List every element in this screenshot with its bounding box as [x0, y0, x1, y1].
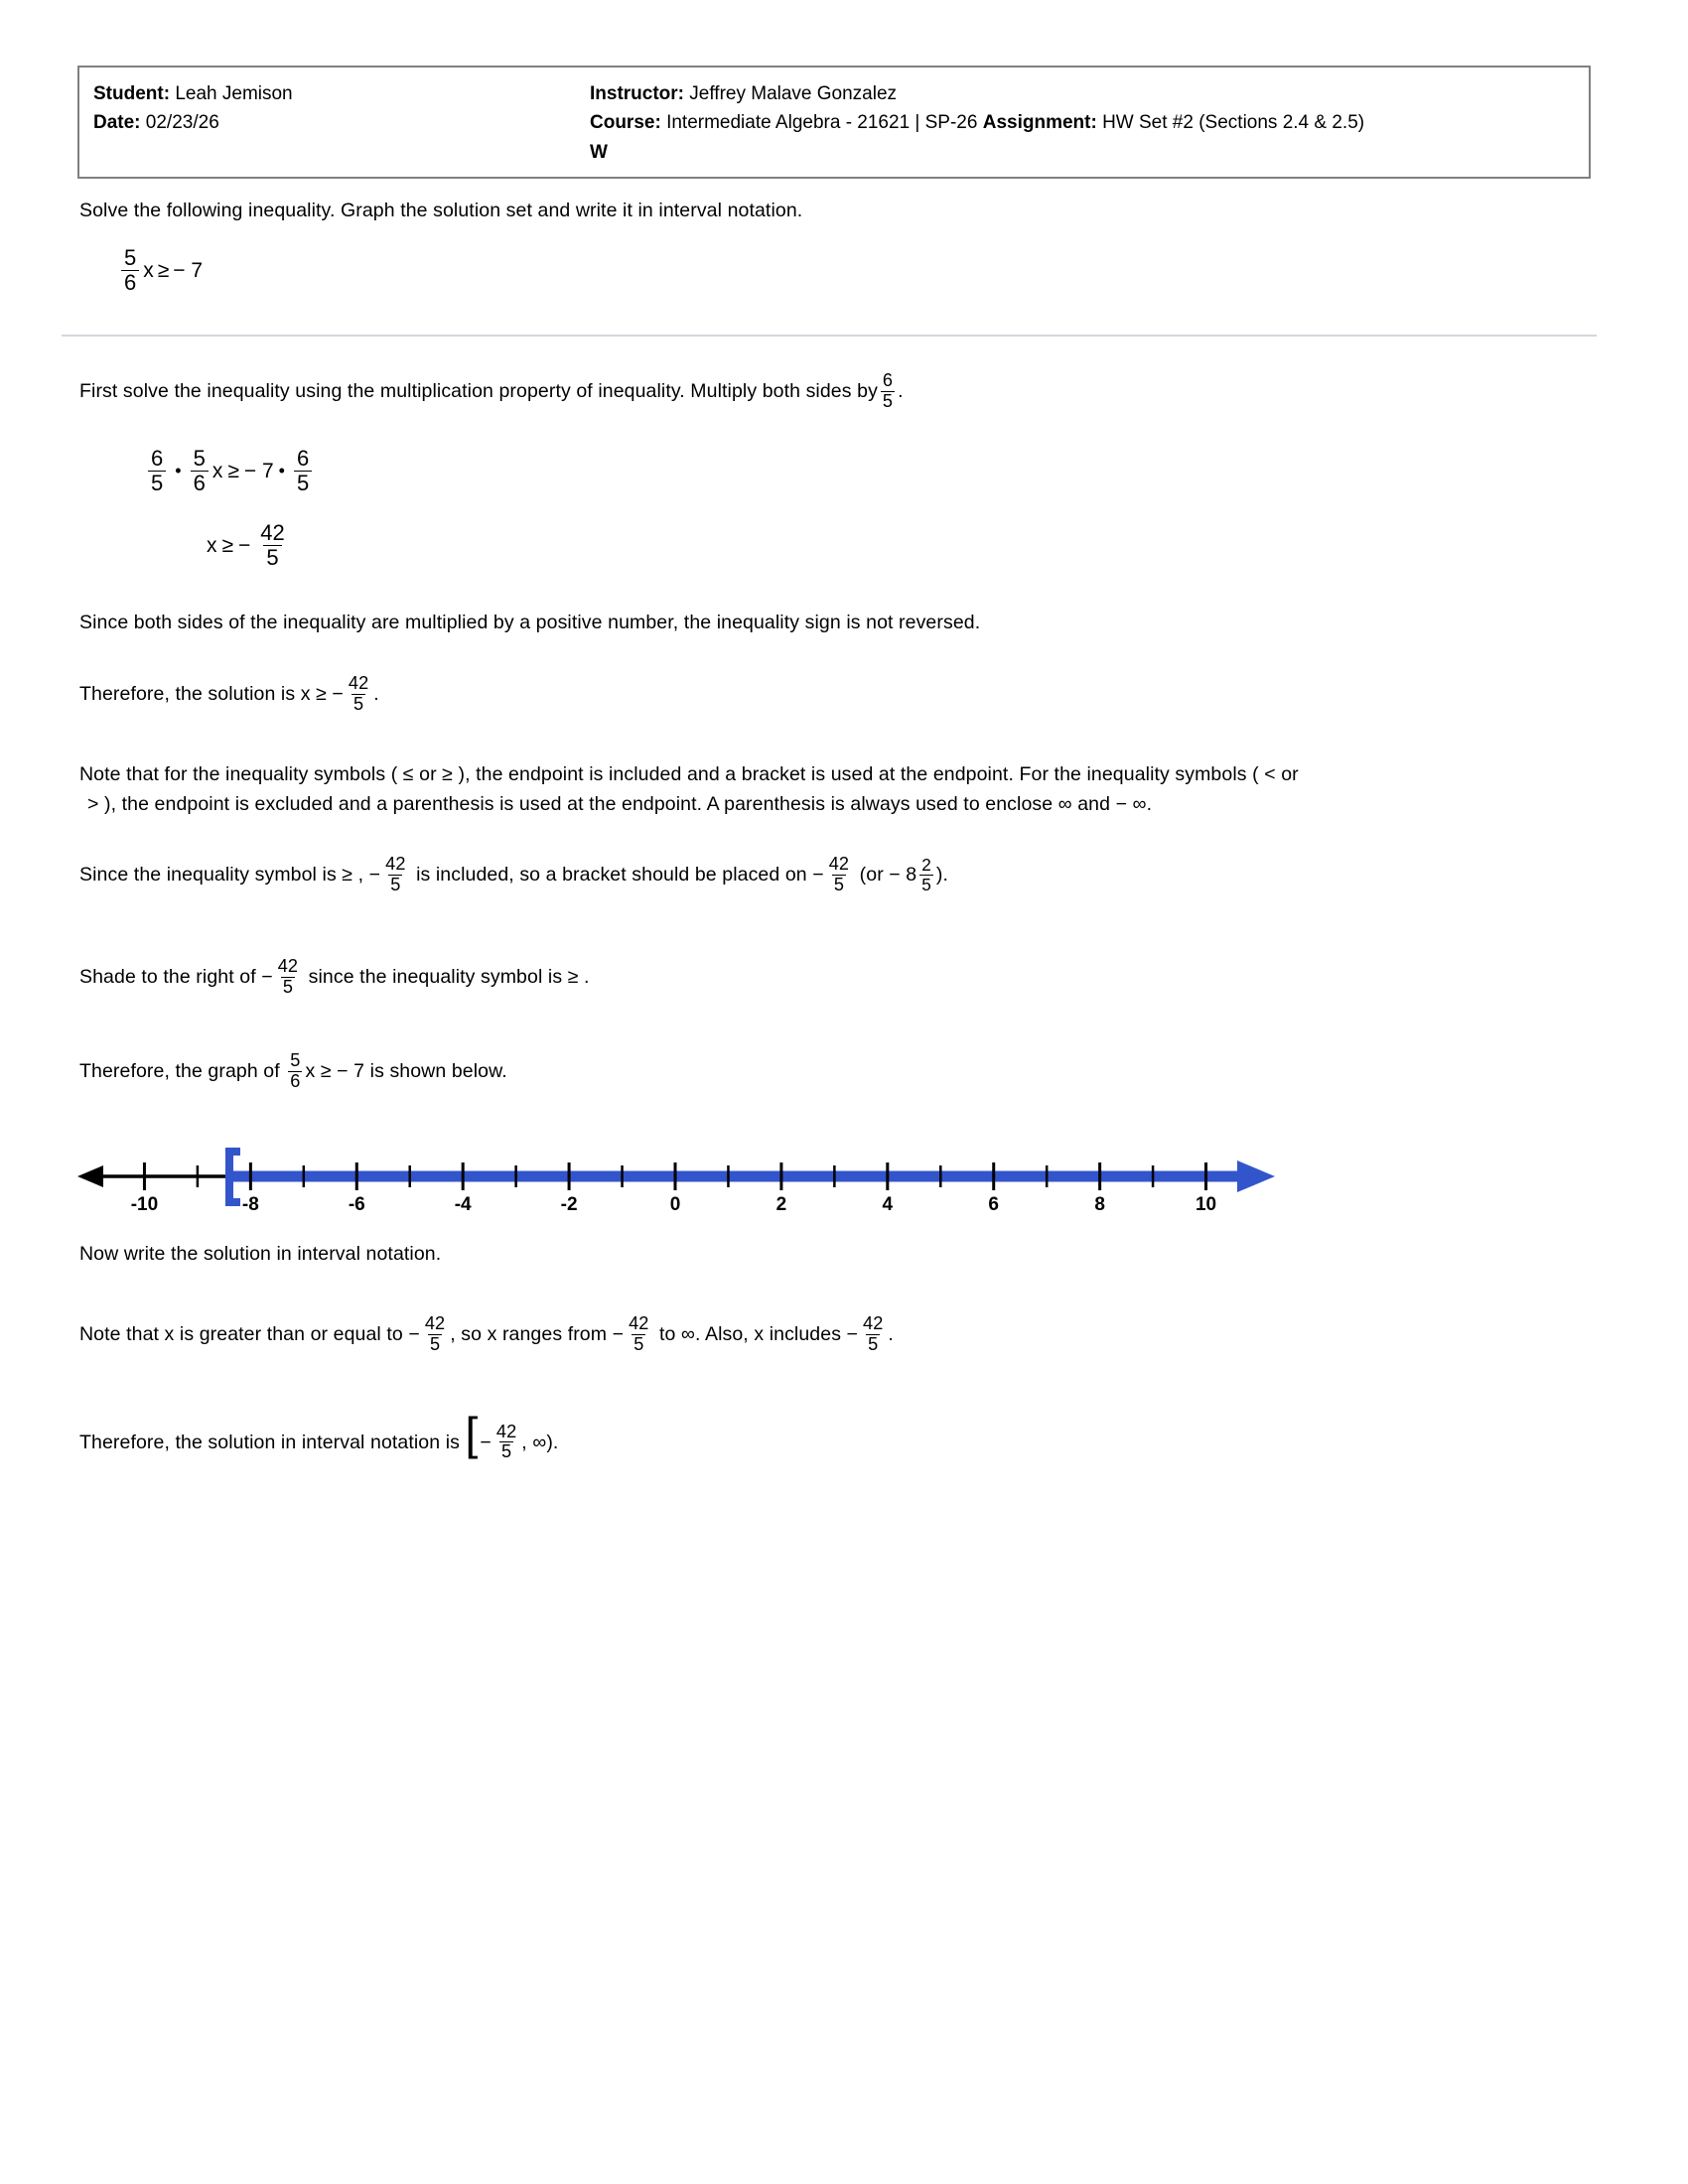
shade-den: 5 — [282, 976, 294, 997]
tick-label: -4 — [454, 1194, 472, 1215]
bracket-f3-num: 2 — [921, 855, 931, 876]
date-value: 02/23/26 — [145, 112, 219, 134]
interval-note-fraction-3 — [861, 1314, 885, 1354]
interval-note-c: to ∞. Also, x includes − — [659, 1323, 859, 1346]
shade-num: 42 — [277, 956, 299, 976]
graph-intro-line — [79, 1052, 1599, 1092]
bracket-line-c: (or − 8 — [859, 864, 917, 887]
work1-f1-den: 5 — [148, 471, 166, 495]
tick-label: 2 — [775, 1194, 787, 1215]
bracket-line-b: is included, so a bracket should be placed on − — [416, 864, 824, 887]
interval-f2-num: 42 — [629, 1313, 649, 1333]
graph-num: 5 — [290, 1050, 301, 1070]
bracket-line-d: ). — [935, 864, 949, 887]
final-answer-line — [79, 1408, 1599, 1463]
step3-lead: Therefore, the solution is x ≥ − — [79, 683, 344, 706]
shade-line-b: since the inequality symbol is ≥ . — [308, 966, 590, 989]
bracket-f3-den: 5 — [921, 874, 931, 894]
work1-frac-six-fifths-rhs — [294, 447, 312, 495]
problem-prompt: Solve the following inequality. Graph the solution set and write it in interval notation. — [79, 200, 803, 221]
course-label: Course: — [590, 112, 661, 134]
tick-label: -10 — [130, 1194, 159, 1215]
tick-label: -2 — [560, 1194, 578, 1215]
bracket-line-fraction-2 — [827, 855, 851, 894]
work2-num: 42 — [260, 520, 285, 545]
tick-label: 6 — [988, 1194, 1000, 1215]
work1-f2-den: 6 — [191, 471, 209, 495]
step3-tail: . — [373, 683, 379, 706]
bracket-f2-num: 42 — [828, 854, 850, 874]
bracket-f1-den: 5 — [390, 874, 401, 894]
problem-variable: x — [143, 258, 154, 282]
work1-relation: ≥ — [227, 459, 239, 482]
interval-note-d: . — [888, 1323, 894, 1346]
work2-sign: − — [238, 533, 251, 557]
interval-note-fraction-2 — [627, 1314, 650, 1354]
course-assignment-line — [590, 108, 1575, 137]
instructor-name: Jeffrey Malave Gonzalez — [689, 83, 898, 104]
work1-frac-five-sixths — [191, 447, 209, 495]
interval-f2-den: 5 — [633, 1333, 644, 1354]
final-tail: , ∞). — [521, 1432, 559, 1453]
work1-f1-num: 6 — [151, 446, 164, 471]
solution-number-line — [70, 1137, 1281, 1246]
header-left-column — [93, 79, 590, 167]
step1-fraction-denominator: 5 — [882, 390, 894, 411]
graph-line-b: x ≥ − 7 is shown below. — [305, 1060, 507, 1083]
tick-label: 10 — [1195, 1194, 1217, 1215]
interval-note-a: Note that x is greater than or equal to − — [79, 1323, 420, 1346]
tick-label: 0 — [669, 1194, 681, 1215]
work2-relation: ≥ — [221, 533, 234, 557]
left-arrowhead-icon — [77, 1165, 103, 1187]
step1-fraction-numerator: 6 — [882, 370, 894, 390]
endpoint-note-line-2: > ), the endpoint is excluded and a parenthesis is used at the endpoint. A parenthesis is always used to enclose ∞ and − ∞. — [87, 793, 1153, 815]
bracket-line-a: Since the inequality symbol is ≥ , − — [79, 864, 381, 887]
work1-variable: x — [211, 459, 223, 482]
interval-note-fraction-1 — [423, 1314, 447, 1354]
course-value: Intermediate Algebra - 21621 | SP-26 — [666, 112, 978, 134]
bracket-f2-den: 5 — [833, 874, 845, 894]
work1-dot-1: • — [175, 461, 182, 481]
problem-equation — [117, 246, 203, 295]
step2-text: Since both sides of the inequality are multiplied by a positive number, the inequality sign is not reversed. — [79, 612, 981, 633]
step3-den: 5 — [353, 693, 364, 714]
work1-f3-num: 6 — [296, 446, 310, 471]
work1-f2-num: 5 — [193, 446, 206, 471]
step1-text-a: First solve the inequality using the multiplication property of inequality. Multiply both sides by — [79, 380, 878, 403]
interval-f3-num: 42 — [863, 1313, 884, 1333]
tick-label: 4 — [882, 1194, 894, 1215]
shade-fraction — [276, 957, 300, 997]
problem-relation: ≥ — [157, 258, 170, 282]
interval-note-line — [79, 1315, 1599, 1355]
final-fraction — [494, 1423, 518, 1462]
work2-den: 5 — [263, 545, 281, 570]
assignment-value: HW Set #2 (Sections 2.4 & 2.5) — [1102, 112, 1365, 134]
work1-dot-2: • — [278, 461, 285, 481]
work2-fraction — [257, 521, 287, 570]
bracket-f1-num: 42 — [385, 854, 406, 874]
work-line-1 — [144, 447, 316, 495]
step3-solution — [79, 675, 1529, 715]
step3-fraction — [347, 674, 370, 714]
section-divider — [62, 335, 1597, 337]
student-name: Leah Jemison — [175, 83, 293, 104]
work1-frac-six-fifths — [148, 447, 166, 495]
step1-text-b: . — [898, 380, 904, 403]
problem-fraction — [121, 246, 139, 295]
right-arrowhead-icon — [1237, 1160, 1275, 1192]
student-course-header — [77, 66, 1591, 179]
work-line-2 — [207, 521, 292, 570]
graph-line-a: Therefore, the graph of — [79, 1060, 280, 1083]
work2-variable: x — [207, 533, 217, 557]
final-sign: − — [480, 1432, 492, 1453]
date-line — [93, 108, 590, 137]
instructor-label: Instructor: — [590, 83, 684, 104]
step3-num: 42 — [348, 673, 369, 693]
student-line — [93, 79, 590, 108]
bracket-placement-line — [79, 856, 1599, 895]
tick-group — [144, 1162, 1205, 1190]
final-lead: Therefore, the solution in interval notation is — [79, 1432, 460, 1453]
shade-direction-line — [79, 958, 1599, 998]
work1-rhs-lead: − 7 — [243, 459, 274, 482]
step1-fraction — [881, 371, 895, 411]
final-num: 42 — [495, 1421, 517, 1441]
work1-f3-den: 5 — [294, 471, 312, 495]
assignment-overflow: W — [590, 141, 608, 163]
date-label: Date: — [93, 112, 141, 134]
tick-label: -6 — [348, 1194, 365, 1215]
problem-fraction-denominator: 6 — [121, 270, 139, 295]
step1-text — [79, 372, 1529, 412]
instructor-line — [590, 79, 1575, 108]
interval-f3-den: 5 — [868, 1333, 879, 1354]
endpoint-note-line-1: Note that for the inequality symbols ( ≤ or ≥ ), the endpoint is included and a bracket is used at the endpoint. For the inequality symbols ( < or — [79, 763, 1299, 785]
tick-label: 8 — [1094, 1194, 1105, 1215]
student-label: Student: — [93, 83, 171, 104]
problem-rhs: − 7 — [173, 258, 204, 282]
interval-open-bracket: [ — [465, 1408, 479, 1459]
final-den: 5 — [501, 1441, 512, 1462]
tick-label: -8 — [241, 1194, 259, 1215]
bracket-line-fraction-3 — [919, 856, 933, 893]
bracket-line-fraction-1 — [383, 855, 407, 894]
graph-fraction — [288, 1051, 302, 1091]
header-right-column — [590, 79, 1575, 167]
problem-fraction-numerator: 5 — [124, 245, 137, 270]
interval-f1-den: 5 — [429, 1333, 441, 1354]
shade-line-a: Shade to the right of − — [79, 966, 273, 989]
interval-note-b: , so x ranges from − — [450, 1323, 625, 1346]
interval-intro: Now write the solution in interval notation. — [79, 1243, 442, 1265]
graph-den: 6 — [290, 1070, 301, 1091]
number-line-svg — [70, 1137, 1281, 1246]
interval-f1-num: 42 — [424, 1313, 446, 1333]
assignment-label: Assignment: — [982, 112, 1097, 134]
